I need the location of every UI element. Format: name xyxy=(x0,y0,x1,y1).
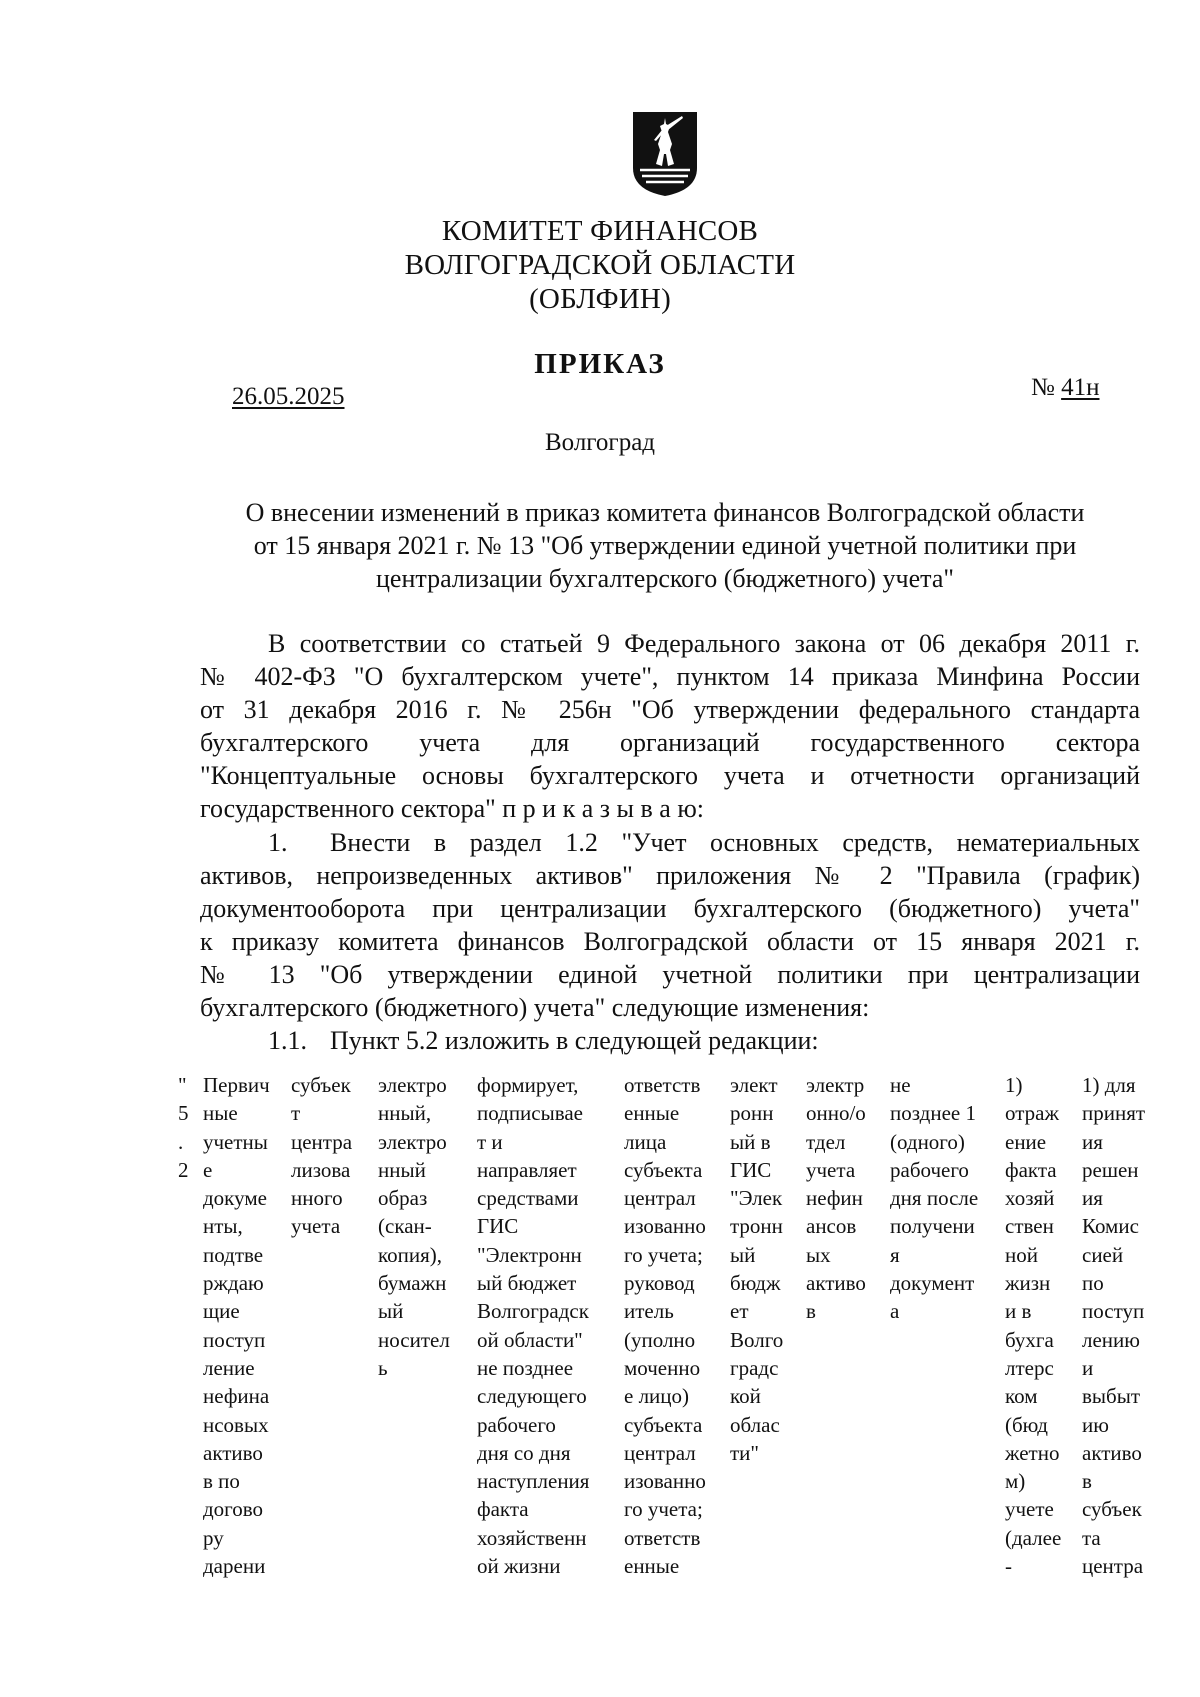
cell-line: нефина xyxy=(203,1384,270,1409)
cell-line: учетны xyxy=(203,1129,268,1154)
cell-line: (бюд xyxy=(1005,1412,1048,1437)
table-column xyxy=(624,1071,706,1580)
cell-line: нного xyxy=(291,1186,343,1211)
table-column xyxy=(291,1071,352,1241)
cell-line: итель xyxy=(624,1299,674,1324)
table-column xyxy=(1005,1071,1061,1580)
cell-line: енные xyxy=(624,1554,680,1579)
cell-line: ия xyxy=(1082,1186,1103,1211)
table-column xyxy=(477,1071,589,1580)
cell-line: субъек xyxy=(291,1073,351,1097)
org-line-1: КОМИТЕТ ФИНАНСОВ xyxy=(441,215,759,247)
cell-line: " xyxy=(178,1073,187,1097)
cell-line: по xyxy=(1082,1271,1104,1296)
cell-line: ый xyxy=(378,1299,404,1324)
cell-line: докуме xyxy=(203,1186,267,1211)
cell-line: ление xyxy=(203,1355,255,1380)
table-column xyxy=(806,1071,866,1326)
document-type: ПРИКАЗ xyxy=(534,348,666,380)
cell-line: та xyxy=(1082,1525,1101,1550)
cell-line: бюдж xyxy=(730,1271,781,1296)
cell-line: учете xyxy=(1005,1497,1054,1522)
cell-line: нный xyxy=(378,1157,426,1182)
table-column xyxy=(890,1071,978,1326)
cell-line: ронн xyxy=(730,1101,774,1126)
cell-line: (скан- xyxy=(378,1214,432,1239)
text-line: В соответствии со статьей 9 Федерального закона от 06 декабря 2011 г. xyxy=(268,629,1140,658)
table-column xyxy=(203,1071,270,1580)
cell-line: облас xyxy=(730,1412,780,1437)
cell-line: в xyxy=(1082,1469,1092,1494)
cell-line: факта xyxy=(1005,1157,1057,1182)
cell-line: следующего xyxy=(477,1384,587,1409)
cell-line: подписывае xyxy=(477,1101,584,1126)
cell-line: учета xyxy=(806,1157,856,1182)
cell-line: активо xyxy=(1082,1440,1142,1465)
cell-line: жизн xyxy=(1005,1271,1051,1296)
cell-line: Комис xyxy=(1082,1214,1139,1239)
cell-line: ый xyxy=(730,1242,756,1267)
table-row-number xyxy=(178,1071,196,1184)
text-line: бухгалтерского (бюджетного) учета" следующие изменения: xyxy=(200,993,870,1022)
cell-line: поступ xyxy=(1082,1299,1145,1324)
cell-line: отраж xyxy=(1005,1101,1059,1126)
cell-line: 2 xyxy=(178,1157,189,1182)
cell-line: документ xyxy=(890,1271,975,1296)
cell-line: ию xyxy=(1082,1412,1109,1437)
cell-line: изованно xyxy=(624,1469,706,1494)
cell-line: субъек xyxy=(1082,1497,1142,1522)
number-sign: № xyxy=(1031,374,1055,401)
text-line: государственного сектора" п р и к а з ы в а ю: xyxy=(200,794,704,823)
org-line-3: (ОБЛФИН) xyxy=(529,283,671,315)
cell-line: дарени xyxy=(203,1554,266,1579)
cell-line: 1) для xyxy=(1082,1073,1136,1097)
organization-name xyxy=(0,214,1200,316)
item-text: Пункт 5.2 изложить в следующей редакции: xyxy=(330,1026,819,1055)
text-line xyxy=(200,826,1140,859)
cell-line: и в xyxy=(1005,1299,1032,1324)
cell-line: направляет xyxy=(477,1157,577,1182)
cell-line: ь xyxy=(378,1355,388,1380)
cell-line: моченно xyxy=(624,1355,701,1380)
cell-line: позднее 1 xyxy=(890,1101,976,1126)
cell-line: ствен xyxy=(1005,1214,1054,1239)
cell-line: выбыт xyxy=(1082,1384,1140,1409)
cell-line: градс xyxy=(730,1355,779,1380)
cell-line: я xyxy=(890,1242,900,1267)
cell-line: м) xyxy=(1005,1469,1026,1494)
cell-line: Волгоградск xyxy=(477,1299,589,1324)
cell-line: средствами xyxy=(477,1186,579,1211)
text-line: от 31 декабря 2016 г. № 256н "Об утверждении федерального стандарта xyxy=(200,695,1140,724)
cell-line: Первич xyxy=(203,1073,270,1097)
cell-line: - xyxy=(1005,1554,1012,1579)
cell-line: субъекта xyxy=(624,1157,703,1182)
cell-line: ых xyxy=(806,1242,831,1267)
cell-line: активо xyxy=(203,1440,263,1465)
cell-line: ый бюджет xyxy=(477,1271,577,1296)
cell-line: "Элек xyxy=(730,1186,783,1211)
cell-line: факта xyxy=(477,1497,529,1522)
cell-line: образ xyxy=(378,1186,428,1211)
cell-line: (уполно xyxy=(624,1327,696,1352)
cell-line: (далее xyxy=(1005,1525,1062,1550)
cell-line: хозяйственн xyxy=(477,1525,587,1550)
cell-line: носител xyxy=(378,1327,450,1352)
paragraph-preamble xyxy=(200,627,1140,825)
cell-line: нты, xyxy=(203,1214,243,1239)
cell-line: тронн xyxy=(730,1214,783,1239)
cell-line: догово xyxy=(203,1497,264,1522)
document-number xyxy=(1031,374,1100,402)
cell-line: щие xyxy=(203,1299,240,1324)
cell-line: онно/о xyxy=(806,1101,866,1126)
table-column xyxy=(378,1071,450,1382)
cell-line: в по xyxy=(203,1469,240,1494)
paragraph-item-1 xyxy=(200,826,1140,1024)
cell-line: нсовых xyxy=(203,1412,269,1437)
cell-line: тдел xyxy=(806,1129,846,1154)
cell-line: дня после xyxy=(890,1186,979,1211)
item-first-line: Внести в раздел 1.2 "Учет основных средств, нематериальных xyxy=(330,828,1140,857)
cell-line: ет xyxy=(730,1299,749,1324)
cell-line: электро xyxy=(378,1129,447,1154)
cell-line: дня со дня xyxy=(477,1440,571,1465)
cell-line: ти" xyxy=(730,1440,759,1465)
cell-line: руковод xyxy=(624,1271,695,1296)
cell-line: "Электронн xyxy=(477,1242,582,1267)
number-value: 41н xyxy=(1061,374,1100,401)
cell-line: сией xyxy=(1082,1242,1124,1267)
cell-line: рабочего xyxy=(477,1412,556,1437)
cell-line: Волго xyxy=(730,1327,784,1352)
cell-line: ый в xyxy=(730,1129,771,1154)
cell-line: лизова xyxy=(291,1157,351,1182)
cell-line: централ xyxy=(624,1186,696,1211)
cell-line: не позднее xyxy=(477,1355,574,1380)
cell-line: 5 xyxy=(178,1101,189,1126)
cell-line: лтерс xyxy=(1005,1355,1054,1380)
cell-line: субъекта xyxy=(624,1412,703,1437)
paragraph-item-1-1 xyxy=(200,1024,1140,1057)
cell-line: наступления xyxy=(477,1469,590,1494)
cell-line: учета xyxy=(291,1214,341,1239)
document-table xyxy=(0,1071,1200,1631)
cell-line: получени xyxy=(890,1214,975,1239)
cell-line: электр xyxy=(806,1073,865,1097)
cell-line: в xyxy=(806,1299,816,1324)
cell-line: центра xyxy=(291,1129,353,1154)
text-line xyxy=(200,1024,1140,1057)
document-title xyxy=(190,496,1140,595)
document-city: Волгоград xyxy=(544,429,656,456)
cell-line: электро xyxy=(378,1073,447,1097)
text-line: к приказу комитета финансов Волгоградской области от 15 января 2021 г. xyxy=(200,927,1140,956)
cell-line: ком xyxy=(1005,1384,1038,1409)
title-line: от 15 января 2021 г. № 13 "Об утверждении единой учетной политики при xyxy=(253,531,1077,560)
cell-line: (одного) xyxy=(890,1129,965,1154)
cell-line: го учета; xyxy=(624,1497,703,1522)
cell-line: нный, xyxy=(378,1101,432,1126)
cell-line: формирует, xyxy=(477,1073,579,1097)
item-number: 1.1. xyxy=(268,1026,307,1055)
cell-line: ру xyxy=(203,1525,224,1550)
cell-line: ГИС xyxy=(730,1157,772,1182)
cell-line: подтве xyxy=(203,1242,264,1267)
cell-line: ной xyxy=(1005,1242,1038,1267)
title-line: централизации бухгалтерского (бюджетного) учета" xyxy=(376,564,954,593)
cell-line: ой области" xyxy=(477,1327,583,1352)
cell-line: активо xyxy=(806,1271,866,1296)
item-number: 1. xyxy=(268,828,288,857)
cell-line: го учета; xyxy=(624,1242,703,1267)
coat-of-arms-emblem xyxy=(630,110,700,198)
cell-line: енные xyxy=(624,1101,680,1126)
title-line: О внесении изменений в приказ комитета финансов Волгоградской области xyxy=(245,498,1085,527)
cell-line: ГИС xyxy=(477,1214,519,1239)
cell-line: ой жизни xyxy=(477,1554,561,1579)
cell-line: ные xyxy=(203,1101,238,1126)
cell-line: жетно xyxy=(1005,1440,1060,1465)
cell-line: рждаю xyxy=(203,1271,264,1296)
cell-line: элект xyxy=(730,1073,778,1097)
cell-line: ответств xyxy=(624,1525,701,1550)
cell-line: бумажн xyxy=(378,1271,447,1296)
cell-line: а xyxy=(890,1299,900,1324)
cell-line: рабочего xyxy=(890,1157,969,1182)
text-line: документооборота при централизации бухгалтерского (бюджетного) учета" xyxy=(200,894,1140,923)
cell-line: ия xyxy=(1082,1129,1103,1154)
text-line: "Концептуальные основы бухгалтерского учета и отчетности организаций xyxy=(200,761,1140,790)
cell-line: е лицо) xyxy=(624,1384,690,1409)
cell-line: 1) xyxy=(1005,1073,1023,1097)
cell-line: центра xyxy=(1082,1554,1144,1579)
cell-line: решен xyxy=(1082,1157,1139,1182)
cell-line: е xyxy=(203,1157,213,1182)
text-line: № 13 "Об утверждении единой учетной политики при централизации xyxy=(200,960,1140,989)
cell-line: ответств xyxy=(624,1073,701,1097)
table-column xyxy=(1082,1071,1145,1580)
cell-line: поступ xyxy=(203,1327,266,1352)
text-line: активов, непроизведенных активов" приложения № 2 "Правила (график) xyxy=(200,861,1140,890)
cell-line: ение xyxy=(1005,1129,1047,1154)
cell-line: т и xyxy=(477,1129,503,1154)
cell-line: лица xyxy=(624,1129,667,1154)
cell-line: хозяй xyxy=(1005,1186,1055,1211)
text-line: № 402-ФЗ "О бухгалтерском учете", пунктом 14 приказа Минфина России xyxy=(200,662,1140,691)
cell-line: централ xyxy=(624,1440,696,1465)
cell-line: т xyxy=(291,1101,301,1126)
cell-line: бухга xyxy=(1005,1327,1054,1352)
document-date: 26.05.2025 xyxy=(232,383,345,410)
cell-line: не xyxy=(890,1073,911,1097)
org-line-2: ВОЛГОГРАДСКОЙ ОБЛАСТИ xyxy=(404,249,796,281)
cell-line: кой xyxy=(730,1384,761,1409)
cell-line: изованно xyxy=(624,1214,706,1239)
cell-line: принят xyxy=(1082,1101,1146,1126)
cell-line: копия), xyxy=(378,1242,443,1267)
text-line: бухгалтерского учета для организаций государственного сектора xyxy=(200,728,1140,757)
cell-line: лению xyxy=(1082,1327,1140,1352)
table-column xyxy=(730,1071,783,1467)
cell-line: . xyxy=(178,1129,184,1154)
cell-line: ансов xyxy=(806,1214,857,1239)
cell-line: и xyxy=(1082,1355,1094,1380)
cell-line: нефин xyxy=(806,1186,863,1211)
